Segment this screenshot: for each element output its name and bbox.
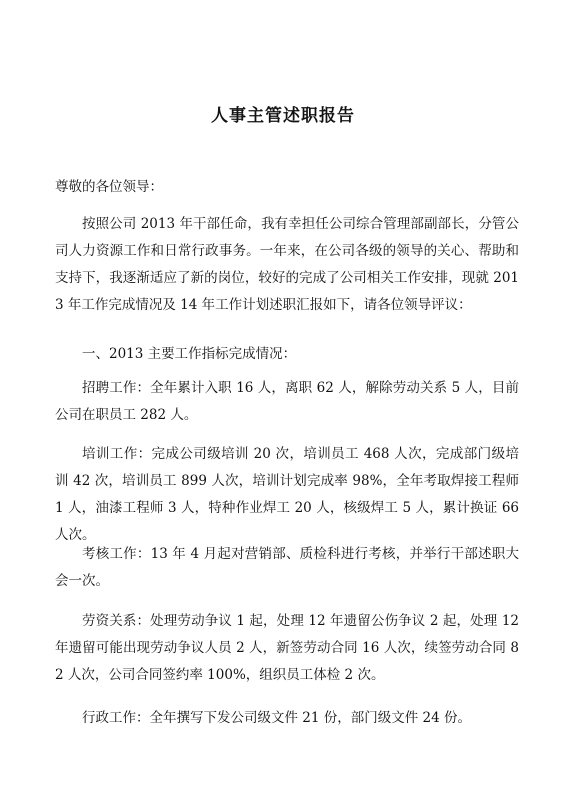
recruitment-paragraph: 招聘工作：全年累计入职 16 人，离职 62 人，解除劳动关系 5 人，目前公司在职员工 282 人。	[55, 380, 519, 423]
intro-paragraph: 按照公司 2013 年干部任命，我有幸担任公司综合管理部副部长，分管公司人力资源工作和日常行政事务。一年来，在公司各级的领导的关心、帮助和支持下，我逐渐适应了新的岗位，较好的完成了公司相关工作安排，现就 2013 年工作完成情况及 14 年工作计划述职汇报如下，请各位领导评议：	[55, 216, 519, 313]
training-paragraph: 培训工作：完成公司级培训 20 次，培训员工 468 人次，完成部门级培训 42 次，培训员工 899 人次，培训计划完成率 98%，全年考取焊接工程师 1 人，油漆工程师 3 人，特种作业焊工 20 人，核级焊工 5 人，累计换证 66 人次。	[55, 446, 519, 543]
greeting: 尊敬的各位领导：	[55, 179, 163, 195]
section-heading: 一、2013 主要工作指标完成情况：	[82, 346, 297, 362]
assessment-paragraph: 考核工作：13 年 4 月起对营销部、质检科进行考核，并举行干部述职大会一次。	[55, 546, 519, 589]
labor-relations-paragraph: 劳资关系：处理劳动争议 1 起，处理 12 年遗留公伤争议 2 起，处理 12 年遗留可能出现劳动争议人员 2 人，新签劳动合同 16 人次，续签劳动合同 82 人次，公司合同签约率 100%，组织员工体检 2 次。	[55, 613, 519, 683]
administration-paragraph: 行政工作：全年撰写下发公司级文件 21 份，部门级文件 24 份。	[82, 710, 472, 726]
document-title: 人事主管述职报告	[211, 106, 355, 126]
